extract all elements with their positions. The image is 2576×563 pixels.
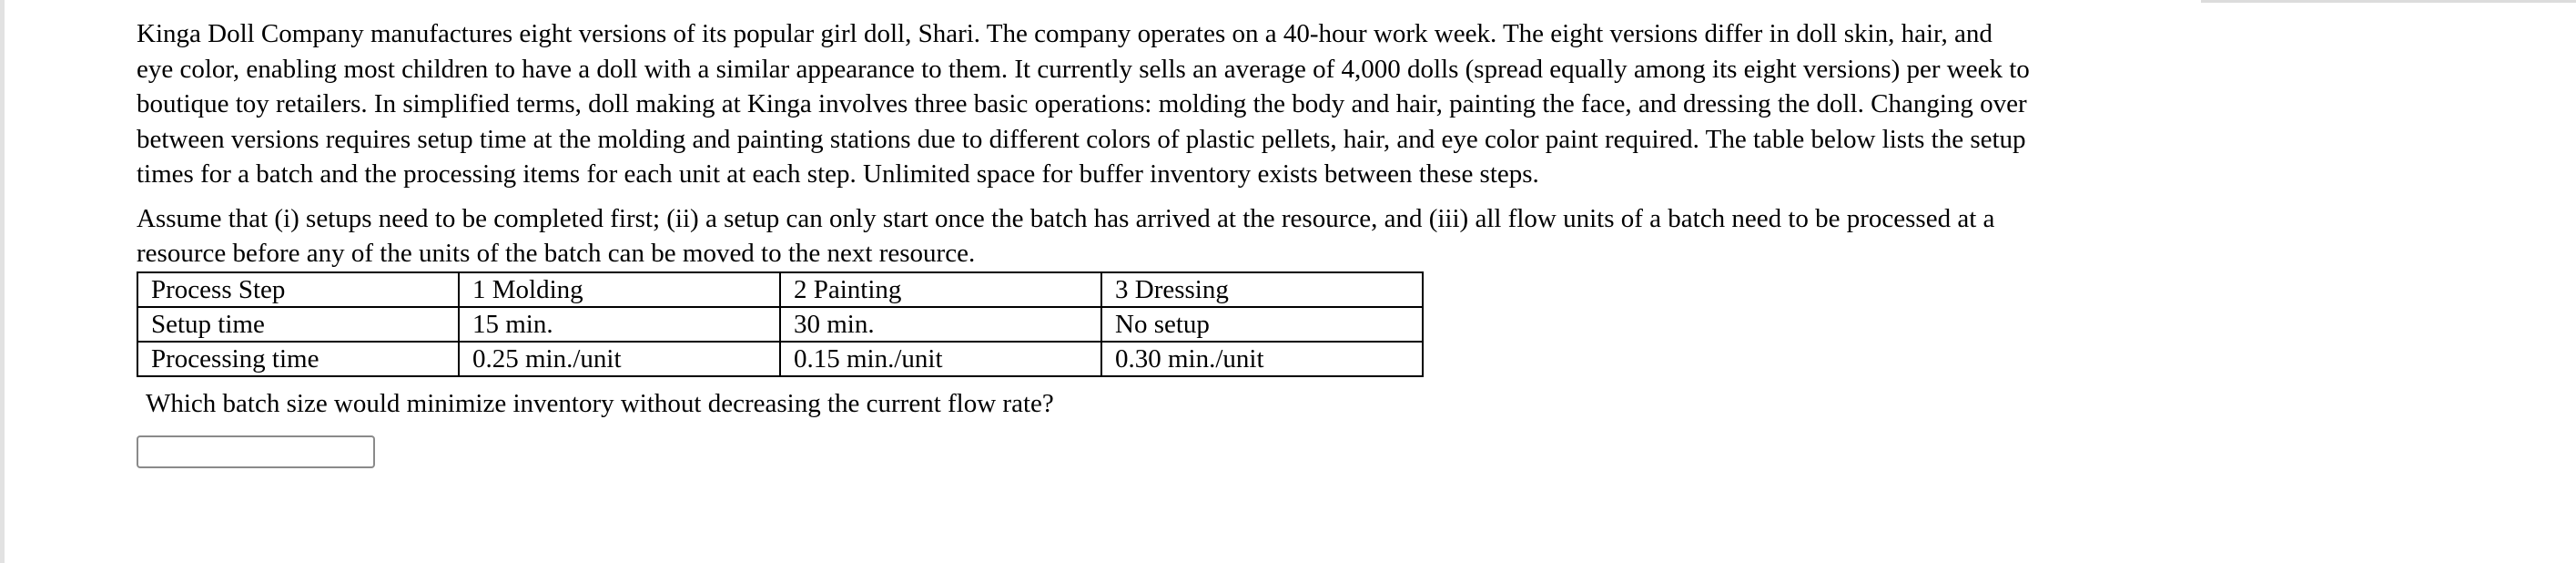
table-cell: 15 min. [459,307,780,342]
table-cell: 0.25 min./unit [459,342,780,376]
question-content [137,16,2030,468]
table-cell: 30 min. [780,307,1101,342]
process-table [137,271,1424,377]
answer-input[interactable] [137,435,375,468]
table-cell: 0.30 min./unit [1101,342,1423,376]
table-cell: 1 Molding [459,272,780,307]
table-cell: 0.15 min./unit [780,342,1101,376]
table-row [137,342,1423,376]
table-cell: No setup [1101,307,1423,342]
left-page-border [0,0,5,563]
problem-paragraph-1: Kinga Doll Company manufactures eight versions of its popular girl doll, Shari. The company operates on a 40-hour work week. The eight versions differ in doll skin, hair, and eye color, enabling most children to have a doll with a similar appearance to them. It currently sells an average of 4,000 dolls (spread equally among its eight versions) per week to boutique toy retailers. In simplified terms, doll making at Kinga involves three basic operations: molding the body and hair, painting the face, and dressing the doll. Changing over between versions requires setup time at the molding and painting stations due to different colors of plastic pellets, hair, and eye color paint required. The table below lists the setup times for a batch and the processing items for each unit at each step. Unlimited space for buffer inventory exists between these steps. [137,19,2030,189]
table-row [137,307,1423,342]
table-cell: 3 Dressing [1101,272,1423,307]
table-cell: 2 Painting [780,272,1101,307]
table-row [137,272,1423,307]
table-cell: Processing time [137,342,459,376]
problem-paragraph-2: Assume that (i) setups need to be completed first; (ii) a setup can only start once the batch has arrived at the resource, and (iii) all flow units of a batch need to be processed at a resource before any of the units of the batch can be moved to the next resource. [137,203,1995,268]
table-cell: Setup time [137,307,459,342]
question-text: Which batch size would minimize inventory without decreasing the current flow rate? [146,388,1054,418]
top-right-divider [2201,0,2576,3]
table-cell: Process Step [137,272,459,307]
